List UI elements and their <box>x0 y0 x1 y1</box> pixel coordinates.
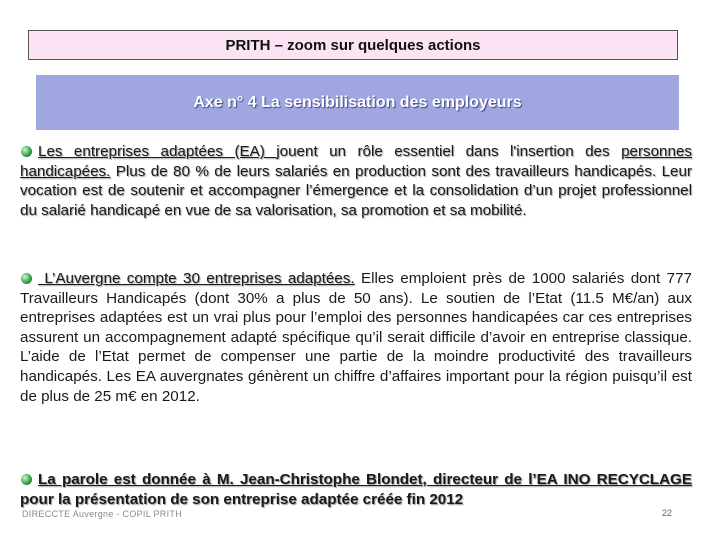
p1-text: Plus de 80 % de leurs salariés en production sont des travailleurs handicapés. Leur vocation est de soutenir et accompagner l’émergence et la consolidation d’un projet professionnel du salarié handicapé en vue de sa valorisation, sa promotion et sa mobilité. <box>20 162 692 219</box>
p1-underlined-handicapees: personnes handicapées. <box>20 143 692 180</box>
p1-lead-rest: jouent un rôle essentiel dans l'insertion des <box>276 143 622 160</box>
paragraph-auvergne <box>20 269 692 406</box>
green-sphere-icon <box>21 146 32 157</box>
paragraph-entreprises-adaptees <box>20 142 692 220</box>
page-number: 22 <box>662 508 673 518</box>
p2-text: Elles emploient près de 1000 salariés dont 777 Travailleurs Handicapés (dont 30% a plus de 50 ans). Le soutien de l’Etat (11.5 M€/an) aux entreprises adaptées est un vrai plus pour l’emploi des personnes handicapées car ces entreprises assurent un accompagnement adapté spécifique qu’il serait difficile d’avoir en entreprise classique. L’aide de l’Etat permet de compenser une partie de la moindre productivité des travailleurs handicapés. Les EA auvergnates génèrent un chiffre d’affaires important pour la région puisqu’il est de plus de 25 m€ en 2012. <box>20 270 692 405</box>
paragraph-la-parole <box>20 470 692 509</box>
green-sphere-icon <box>21 273 32 284</box>
green-sphere-icon <box>21 474 32 485</box>
slide-title: PRITH – zoom sur quelques actions <box>225 36 481 54</box>
axe-title: Axe n° 4 La sensibilisation des employeurs <box>193 93 522 111</box>
slide-title-box <box>28 30 678 60</box>
footer-source: DIRECCTE Auvergne - COPIL PRITH <box>22 509 183 519</box>
p3-lead-underlined: La parole est donnée à M. Jean-Christophe Blondet, directeur de l’EA INO RECYCLAGE <box>38 471 692 488</box>
p3-text: pour la présentation de son entreprise adaptée créée fin 2012 <box>20 490 464 508</box>
axe-banner <box>36 75 679 130</box>
p1-lead-underlined: Les entreprises adaptées (EA) <box>38 143 277 160</box>
p2-lead-underlined: L’Auvergne compte 30 entreprises adaptées. <box>38 270 355 287</box>
